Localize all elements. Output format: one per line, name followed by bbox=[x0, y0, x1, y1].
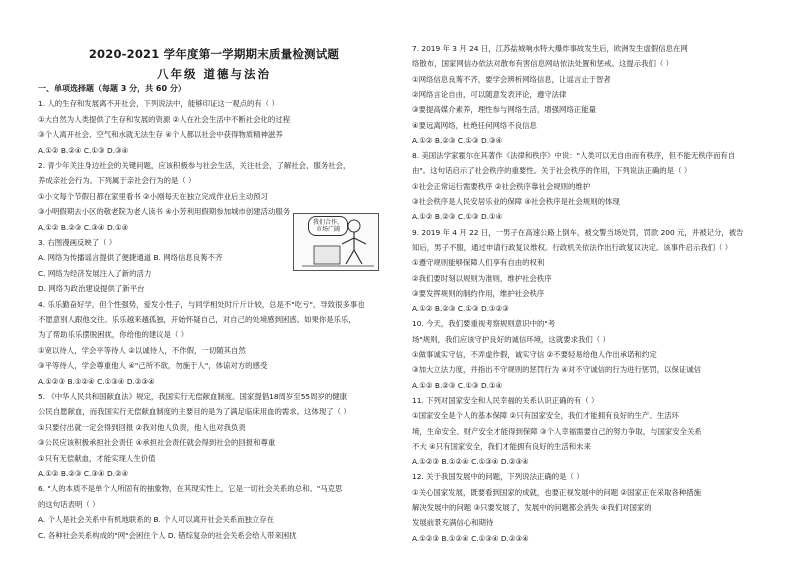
right-text-line: 7. 2019 年 3 月 24 日，江苏盐城响水特大爆炸事故发生后，欧洲发生虚假信息在网 bbox=[412, 44, 688, 53]
left-text-line: 公民自愿献血，而我国实行无偿献血制度的主要目的是为了满足临床用血的需求。这体现了（ ） bbox=[38, 407, 351, 417]
left-text-line: ③小明假期去小区的敬老院为老人读书 ④小芳利用假期参加城市创建活动服务 bbox=[38, 207, 291, 217]
bubble-line-1: 我们合作， bbox=[312, 219, 343, 226]
right-text-line: ③要提高媒介素养，理性参与网络生活，增强网络正能量 bbox=[412, 105, 597, 115]
right-text-line: ①国家安全是个人的基本保障 ②只有国家安全，我们才能拥有良好的生产、生活环 bbox=[412, 411, 679, 421]
left-text-line: ①只有无偿献血，才能实现人生价值 bbox=[38, 453, 156, 463]
right-text-line: 10. 今天，我们要重视考察规则意识中的"考 bbox=[412, 319, 556, 329]
left-text-line: A.①② B.②④ C.①③ D.③④ bbox=[38, 145, 129, 155]
left-text-line: A. 个人是社会关系中有机地联系的 B. 个人可以离开社会关系而独立存在 bbox=[38, 515, 275, 525]
left-text-line: ③个人离开社会、空气和水就无法生存 ④个人都以社会中获得物质精神滋养 bbox=[38, 130, 283, 140]
left-text-line: ③平等待人，学会尊重他人 ④"己所不欲，勿施于人"，体谅对方的感受 bbox=[38, 361, 268, 371]
left-text-line: 不愿意别人跟他交往。乐乐越来越孤独，开始怀疑自己，对自己的处境感到困惑。如果你是乐乐， bbox=[38, 315, 356, 324]
right-text-line: 境，生命安全、财产安全才能得到保障 ③个人幸福需要自己的努力争取，与国家安全关系 bbox=[412, 426, 702, 436]
left-text-line: C. 各种社会关系构成的"网"会困住个人 D. 错综复杂的社会关系会给人带来困扰 bbox=[38, 530, 297, 540]
right-text-line: 11. 下列对国家安全和人民幸福的关系认识正确的有（ ） bbox=[412, 395, 599, 405]
left-text-line: 3. 右图漫画反映了（ ） bbox=[38, 238, 117, 247]
right-text-line: 发展前景充满信心和期待 bbox=[412, 518, 494, 528]
left-text-line: 的这句话表明（ ） bbox=[38, 499, 100, 509]
right-text-line: 场"规则，我们应该守护良好的诚信环境，这就要求我们（ ） bbox=[412, 334, 610, 344]
exam-subtitle: 八年级 道德与法治 bbox=[156, 67, 271, 81]
right-text-line: 由"。这句话启示了社会秩序的重要性。关于社会秩序的作用，下列说法正确的是（ ） bbox=[412, 166, 692, 176]
right-text-line: 解决发展中的问题 ③只要发展了，发展中的问题都会消失 ④我们对国家的 bbox=[412, 503, 652, 512]
left-text-line: 为了帮助乐乐摆脱困扰，你给他的建议是（ ） bbox=[38, 330, 189, 340]
right-text-line: ③加大立法力度，并指出不守规则的惩罚行为 ④对不守诚信的行为进行惩罚，以保证诚信 bbox=[412, 365, 702, 375]
left-text-line: ①大自然为人类提供了生存和发展的资源 ②人在社会生活中不断社会化的过程 bbox=[38, 114, 291, 124]
right-text-line: A.①② B.②③ C.①③ D.①④ bbox=[412, 380, 503, 390]
right-text-line: ①网络信息良莠不齐，要学会辨析网络信息，让谣言止于智者 bbox=[412, 74, 611, 84]
right-text-line: 络散布，国家网信办依法对散布有害信息网站依法处置和惩戒。这提示我们（ ） bbox=[412, 59, 674, 69]
left-text-line: A. 网络为传播谣言提供了便捷通道 B. 网络信息良莠不齐 bbox=[38, 253, 223, 263]
right-text-line: ④要远离网络，杜绝任何网络不良信息 bbox=[412, 120, 537, 130]
right-text-line: A.①② B.②③ C.①③ D.①②③ bbox=[412, 304, 509, 314]
cartoon-figures-icon bbox=[294, 214, 378, 270]
right-text-line: 12. 关于我国发展中的问题，下列说法正确的是（ ） bbox=[412, 472, 584, 482]
left-text-line: 2. 青少年关注身边社会的关键问题，应该积极参与社会生活，关注社会，了解社会，服务社会， bbox=[38, 161, 351, 170]
right-text-line: ③要发挥规则的制约作用，维护社会秩序 bbox=[412, 288, 545, 298]
right-text-line: ③社会秩序是人民安居乐业的保障 ④社会秩序是社会规则的体现 bbox=[412, 197, 620, 206]
right-text-line: 9. 2019 年 4 月 22 日，一男子在高速公路上倒车，被交警当场处罚，罚款 200 元，并被记分，被告 bbox=[412, 227, 744, 237]
cartoon-illustration bbox=[293, 213, 379, 271]
right-text-line: A.①② B.②③ C.①③ D.③④ bbox=[412, 135, 503, 145]
left-text-line: A.①②③ B.①②④ C.①③④ D.②③④ bbox=[38, 376, 155, 386]
left-text-line: 一、单项选择题（每题 3 分，共 60 分） bbox=[38, 84, 186, 93]
exam-title: 2020-2021 学年度第一学期期末质量检测试题 bbox=[88, 47, 340, 61]
left-text-line: 1. 人的生存和发展离不开社会，下列说法中，能够印证这一观点的有（ ） bbox=[38, 99, 279, 109]
right-text-line: ②我们要时刻以规则为准则，维护社会秩序 bbox=[412, 273, 552, 283]
left-text-line: ③公民应该积极承担社会责任 ④承担社会责任就会得到社会的回报和尊重 bbox=[38, 438, 276, 448]
right-text-line: ①做事诚实守信，不弄虚作假，诚实守信 ②不要轻易给他人作出承诺和约定 bbox=[412, 350, 657, 359]
left-text-line: A.①② B.②③ C.③④ D.②④ bbox=[38, 469, 129, 478]
right-text-line: 不大 ④只有国家安全，我们才能拥有良好的生活和未来 bbox=[412, 441, 591, 451]
left-text-line: 养成亲社会行为。下列属于亲社会行为的是（ ） bbox=[38, 176, 196, 186]
left-text-line: D. 网络为政治建设提供了新平台 bbox=[38, 284, 145, 294]
left-text-line: ①小文每个节假日都在家里看书 ②小刚每天在独立完成作业后主动预习 bbox=[38, 191, 268, 201]
right-text-line: ①社会正常运行需要秩序 ②社会秩序靠社会规则的维护 bbox=[412, 181, 591, 191]
bubble-line-2: 市场广阔 bbox=[315, 226, 340, 233]
left-text-line: C. 网络为经济发展注入了新的活力 bbox=[38, 268, 152, 278]
right-text-line: ②网络言论自由，可以随意发表评论，遵守法律 bbox=[412, 89, 567, 99]
right-text-line: A.①②③ B.①②④ C.①③④ D.②③④ bbox=[412, 457, 529, 467]
left-text-line: 4. 乐乐勤奋好学，但个性强势，爱发小性子，与同学相处时斤斤计较，总是不"吃亏"，导致很多事也 bbox=[38, 299, 365, 309]
left-text-line: ①宽以待人，学会平等待人 ②以诚待人，不作假，一切随其自然 bbox=[38, 345, 246, 355]
left-text-line: ①只要付出就一定会得到回报 ②我对他人负责，他人也对我负责 bbox=[38, 422, 246, 432]
right-text-line: 8. 美国法学家霍尔在其著作《法律和秩序》中说："人类可以无自由而有秩序，但不能无秩序而有自 bbox=[412, 151, 736, 161]
left-text-line: A.①② B.②③ C.③④ D.①④ bbox=[38, 222, 129, 232]
right-text-line: ①关心国家发展，既要看到国家的成就，也要正视发展中的问题 ②国家正在采取各种措施 bbox=[412, 487, 702, 497]
right-text-line: A.①② B.②③ C.①③ D.①④ bbox=[412, 212, 503, 222]
left-text-line: 5. 《中华人民共和国献血法》规定，我国实行无偿献血制度。国家提倡18周岁至55周岁的健康 bbox=[38, 392, 348, 401]
left-text-line: 6. "人的本质不是单个人所固有的抽象物，在其现实性上，它是一切社会关系的总和。"马克思 bbox=[38, 484, 343, 494]
right-text-line: 知后，男子不服，通过申请行政复议维权。行政机关依法作出行政复议决定。该事件启示我们（ ） bbox=[412, 242, 733, 252]
right-text-line: A.①②③ B.①②④ C.①③④ D.②③④ bbox=[412, 533, 529, 543]
right-text-line: ①遵守规则能够保障人们享有自由的权利 bbox=[412, 258, 545, 268]
